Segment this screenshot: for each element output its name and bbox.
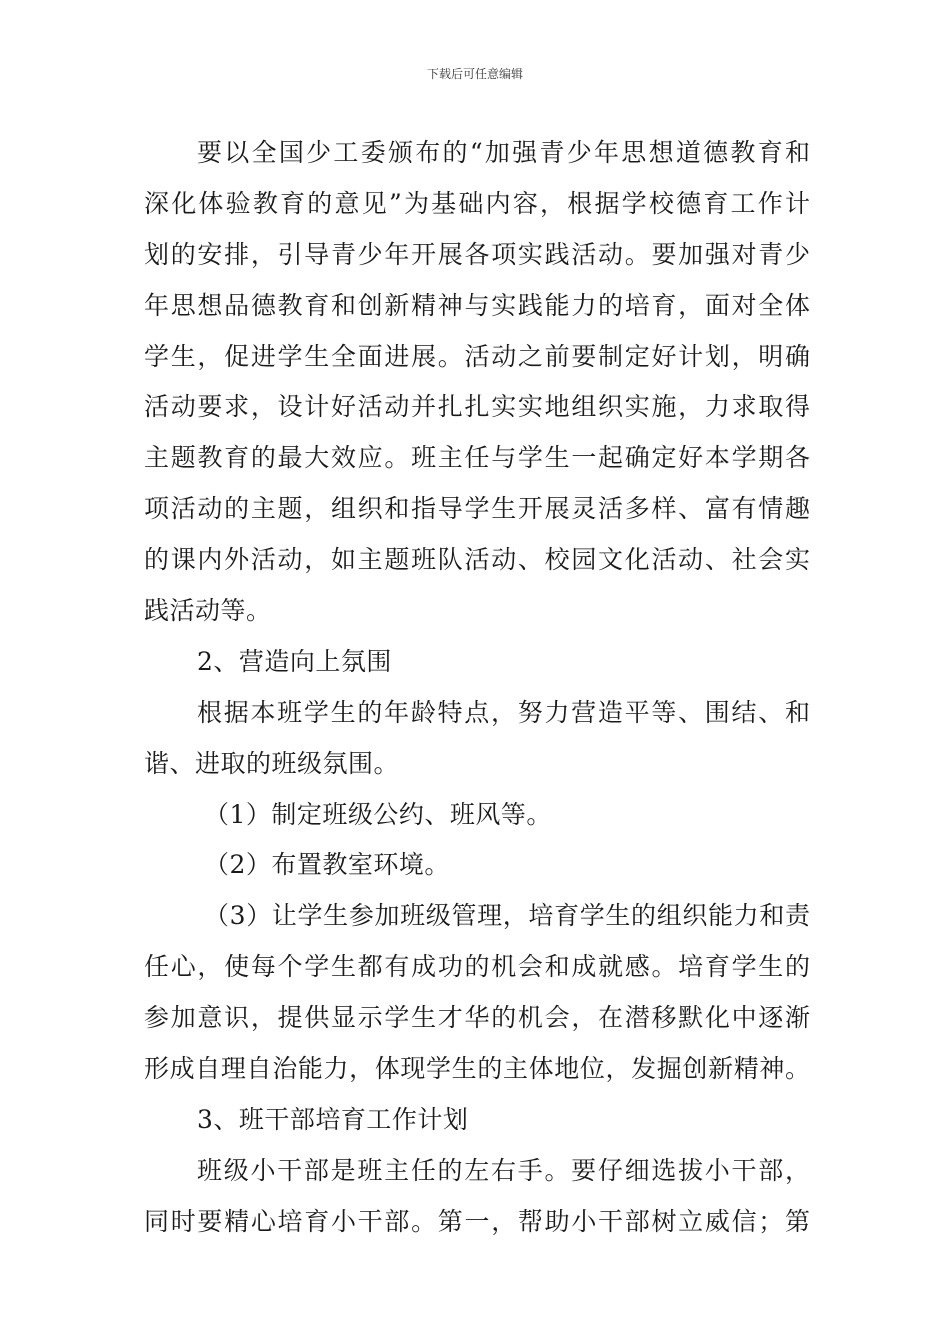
list-item: （2）布置教室环境。 <box>204 850 450 880</box>
paragraph-line: 要以全国少工委颁布的“加强青少年思想道德教育和 <box>197 138 810 167</box>
paragraph-line: 活动要求，设计好活动并扎扎实实地组织实施，力求取得 <box>144 392 810 422</box>
paragraph-line: 参加意识，提供显示学生才华的机会，在潜移默化中逐渐 <box>144 1003 810 1033</box>
paragraph-line: 谐、进取的班级氛围。 <box>144 748 400 778</box>
paragraph-line: 主题教育的最大效应。班主任与学生一起确定好本学期各 <box>144 443 810 473</box>
paragraph-line: 学生，促进学生全面进展。活动之前要制定好计划，明确 <box>144 341 810 371</box>
paragraph-line: 深化体验教育的意见”为基础内容，根据学校德育工作计 <box>144 188 810 218</box>
list-item: （1）制定班级公约、班风等。 <box>204 799 552 829</box>
paragraph-line: 形成自理自治能力，体现学生的主体地位，发掘创新精神。 <box>144 1054 810 1084</box>
section-heading: 3、班干部培育工作计划 <box>197 1104 469 1134</box>
paragraph-line: 班级小干部是班主任的左右手。要仔细选拔小干部， <box>197 1155 810 1185</box>
paragraph-line: 践活动等。 <box>144 596 272 626</box>
list-item: （3）让学生参加班级管理，培育学生的组织能力和责 <box>204 901 810 931</box>
paragraph-line: 的课内外活动，如主题班队活动、校园文化活动、社会实 <box>144 545 810 575</box>
paragraph-line: 根据本班学生的年龄特点，努力营造平等、围结、和 <box>197 697 810 727</box>
body-text <box>144 128 810 1248</box>
paragraph-line: 任心，使每个学生都有成功的机会和成就感。培育学生的 <box>144 952 810 982</box>
paragraph-line: 划的安排，引导青少年开展各项实践活动。要加强对青少 <box>144 239 810 269</box>
page-header: 下载后可任意编辑 <box>426 67 523 81</box>
section-heading: 2、营造向上氛围 <box>197 646 392 676</box>
paragraph-line: 项活动的主题，组织和指导学生开展灵活多样、富有情趣 <box>144 494 810 524</box>
paragraph-line: 同时要精心培育小干部。第一，帮助小干部树立威信；第 <box>144 1206 810 1236</box>
paragraph-line: 年思想品德教育和创新精神与实践能力的培育，面对全体 <box>144 290 810 320</box>
